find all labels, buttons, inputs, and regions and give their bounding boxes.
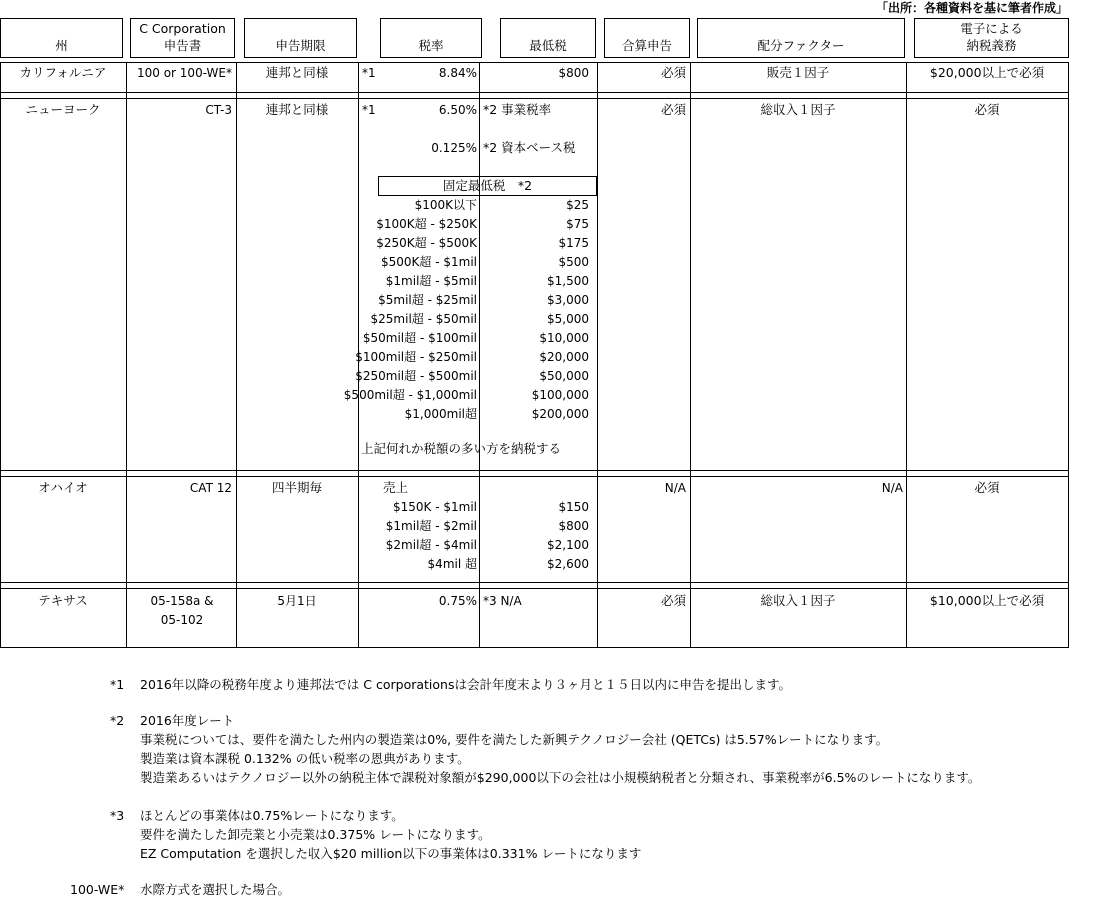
col-divider: [236, 62, 237, 648]
bracket-range: $4mil 超: [427, 557, 477, 571]
row-divider: [0, 588, 1069, 589]
col-divider: [0, 62, 1, 648]
combined-filing: 必須: [660, 65, 686, 80]
header-combined: [604, 18, 690, 58]
header-efile-label-2: 納税義務: [966, 38, 1017, 53]
rate-footnote: 上記何れか税額の多い方を納税する: [361, 441, 562, 456]
row-divider: [0, 476, 1069, 477]
footnote-mark: *1: [110, 677, 125, 692]
rate-mark: *1: [362, 103, 376, 117]
bracket-range: $100K以下: [414, 198, 477, 212]
footnote-line: 2016年度レート: [140, 713, 235, 728]
footnote-line: 要件を満たした卸売業と小売業は0.375% レートになります。: [140, 827, 491, 842]
bracket-tax: $200,000: [531, 407, 589, 421]
footnote-line: EZ Computation を選択した収入$20 million以下の事業体は0.331% レートになります: [140, 846, 642, 861]
bracket-tax: $100,000: [531, 388, 589, 402]
combined-filing: 必須: [660, 593, 686, 608]
min-tax: $800: [558, 66, 589, 80]
bracket-tax: $2,600: [547, 557, 589, 571]
footnote-line: 事業税については、要件を満たした州内の製造業は0%, 要件を満たした新興テクノロジー会社 (QETCs) は5.57%レートになります。: [140, 732, 889, 747]
tax-rate: 8.84%: [438, 66, 477, 80]
fixed-min-tax-title: 固定最低税 *2: [442, 178, 533, 193]
footnote-text: 水際方式を選択した場合。: [140, 882, 291, 897]
deadline: 四半期毎: [271, 480, 322, 495]
footnote-line: ほとんどの事業体は0.75%レートになります。: [140, 808, 404, 823]
bracket-range: $100K超 - $250K: [376, 217, 477, 231]
bracket-range: $150K - $1mil: [393, 500, 477, 514]
header-factor-label: 配分ファクター: [757, 38, 845, 53]
tax-rate: 0.125%: [431, 141, 477, 155]
bracket-tax: $5,000: [547, 312, 589, 326]
row-divider: [0, 62, 1069, 63]
col-divider: [597, 62, 598, 648]
tax-rate: 0.75%: [438, 594, 477, 608]
bracket-tax: $175: [558, 236, 589, 250]
bracket-range: $1mil超 - $5mil: [385, 274, 477, 288]
header-combined-label: 合算申告: [621, 38, 672, 53]
combined-filing: 必須: [660, 102, 686, 117]
header-deadline-label: 申告期限: [275, 38, 326, 53]
bracket-range: $2mil超 - $4mil: [385, 538, 477, 552]
rate-mark: *1: [362, 66, 376, 80]
bracket-range: $250mil超 - $500mil: [355, 369, 477, 383]
form-number-2: 05-102: [160, 613, 204, 627]
bracket-range: $500mil超 - $1,000mil: [343, 388, 477, 402]
deadline: 5月1日: [277, 594, 317, 608]
bracket-tax: $500: [558, 255, 589, 269]
footnote-text: 2016年以降の税務年度より連邦法では C corporationsは会計年度末より３ヶ月と１５日以内に申告を提出します。: [140, 677, 791, 692]
bracket-tax: $3,000: [547, 293, 589, 307]
header-rate: [380, 18, 482, 58]
header-min-tax: [500, 18, 596, 58]
efile-requirement: $20,000以上で必須: [929, 65, 1045, 80]
header-rate-label: 税率: [418, 38, 444, 53]
header-form-label-2: 申告書: [163, 38, 202, 53]
apportionment-factor: N/A: [881, 481, 903, 495]
footnote-mark: *3: [110, 808, 125, 823]
footnote-line: 製造業あるいはテクノロジー以外の納税主体で課税対象額が$290,000以下の会社は小規模納税者と分類され、事業税率が6.5%のレートになります。: [140, 770, 981, 785]
rate-note: *2 事業税率: [483, 102, 552, 117]
tax-rate: 6.50%: [438, 103, 477, 117]
bracket-range: $100mil超 - $250mil: [355, 350, 477, 364]
state-name: ニューヨーク: [25, 102, 101, 117]
efile-requirement: $10,000以上で必須: [929, 593, 1045, 608]
bracket-tax: $25: [566, 198, 589, 212]
row-divider: [0, 92, 1069, 93]
row-divider: [0, 470, 1069, 471]
header-min-tax-label: 最低税: [529, 38, 567, 53]
header-state-label: 州: [55, 38, 68, 53]
bracket-tax: $75: [566, 217, 589, 231]
bracket-range: $1mil超 - $2mil: [385, 519, 477, 533]
form-number: CAT 12: [189, 481, 232, 495]
min-tax: *3 N/A: [483, 594, 522, 608]
row-divider: [0, 582, 1069, 583]
bracket-tax: $20,000: [539, 350, 589, 364]
row-divider: [0, 647, 1069, 648]
apportionment-factor: 販売１因子: [766, 65, 830, 80]
footnote-mark: *2: [110, 713, 125, 728]
header-efile-label-1: 電子による: [960, 21, 1023, 36]
form-number: CT-3: [205, 103, 232, 117]
combined-filing: N/A: [664, 481, 686, 495]
deadline: 連邦と同様: [265, 102, 329, 117]
col-divider: [690, 62, 691, 648]
apportionment-factor: 総収入１因子: [760, 593, 836, 608]
bracket-range: $250K超 - $500K: [376, 236, 477, 250]
efile-requirement: 必須: [974, 480, 1000, 495]
bracket-range: $5mil超 - $25mil: [378, 293, 477, 307]
bracket-tax: $1,500: [547, 274, 589, 288]
bracket-range: $50mil超 - $100mil: [362, 331, 477, 345]
header-form-label-1: C Corporation: [139, 21, 226, 36]
col-divider: [126, 62, 127, 648]
header-factor: [697, 18, 905, 58]
bracket-tax: $50,000: [539, 369, 589, 383]
state-name: カリフォルニア: [19, 65, 107, 80]
source-caption: 「出所：各種資料を基に筆者作成」: [875, 1, 1068, 15]
header-efile: [914, 18, 1069, 58]
header-state: [0, 18, 123, 58]
form-number: 100 or 100-WE*: [136, 66, 232, 80]
bracket-range: $25mil超 - $50mil: [370, 312, 477, 326]
deadline: 連邦と同様: [265, 65, 329, 80]
footnote-mark: 100-WE*: [70, 882, 125, 897]
bracket-range: $500K超 - $1mil: [381, 255, 477, 269]
col-divider: [906, 62, 907, 648]
efile-requirement: 必須: [974, 102, 1000, 117]
bracket-tax: $150: [558, 500, 589, 514]
bracket-tax: $800: [558, 519, 589, 533]
bracket-range: $1,000mil超: [404, 407, 477, 421]
footnote-line: 製造業は資本課税 0.132% の低い税率の恩典があります。: [140, 751, 470, 766]
state-name: テキサス: [38, 593, 88, 608]
header-form: [130, 18, 235, 58]
row-divider: [0, 98, 1069, 99]
fixed-min-tax-box: [378, 176, 597, 196]
apportionment-factor: 総収入１因子: [760, 102, 836, 117]
header-deadline: [244, 18, 357, 58]
col-divider: [1068, 62, 1069, 648]
form-number-1: 05-158a &: [150, 594, 214, 608]
rate-label: 売上: [383, 480, 409, 495]
bracket-tax: $10,000: [539, 331, 589, 345]
state-name: オハイオ: [38, 480, 88, 495]
bracket-tax: $2,100: [547, 538, 589, 552]
rate-note: *2 資本ベース税: [483, 140, 576, 155]
